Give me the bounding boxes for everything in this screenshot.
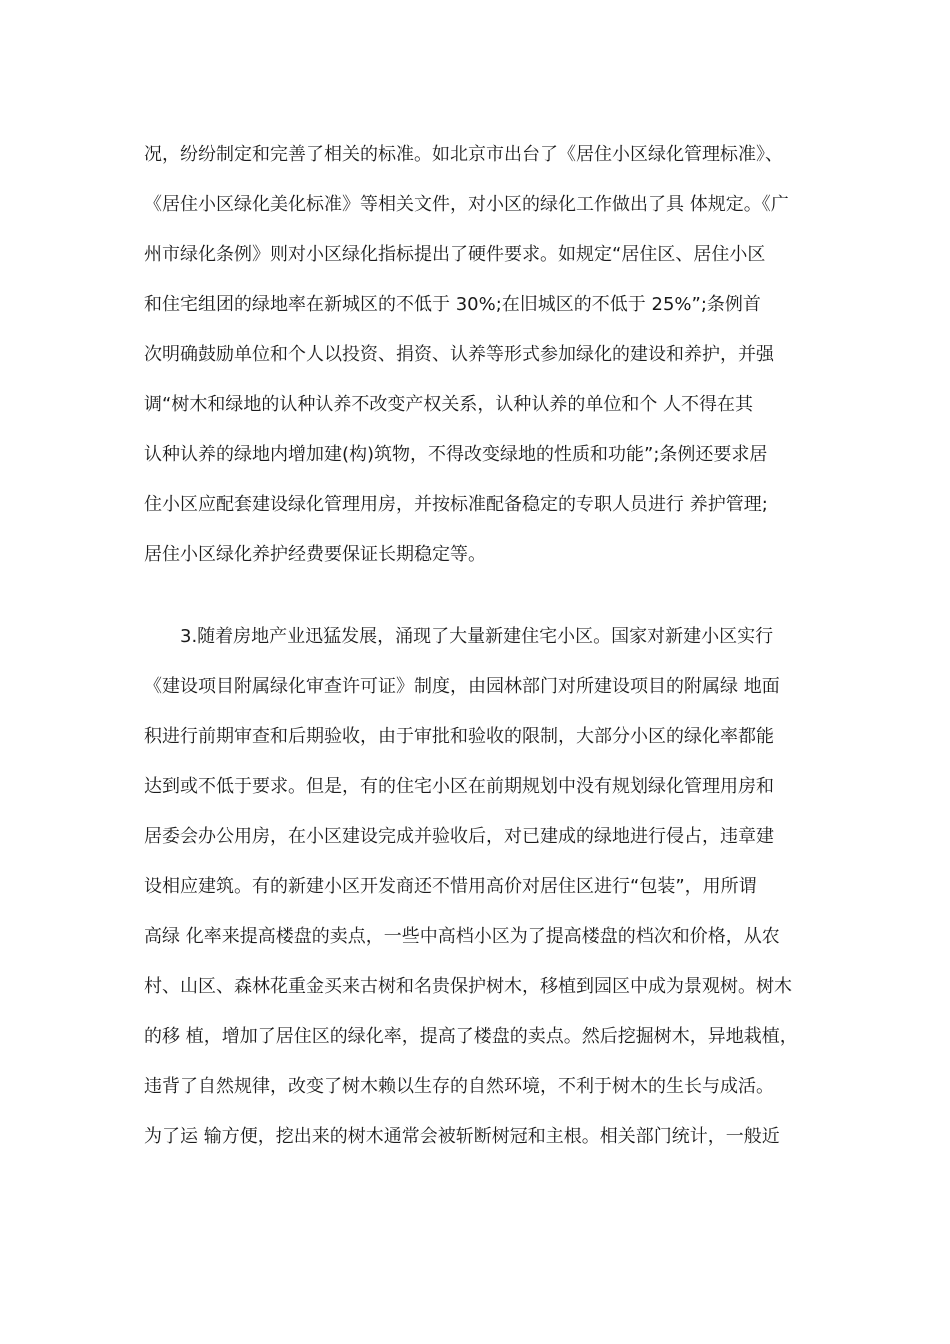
paragraph-greening-standards (144, 130, 824, 580)
text-line: 为了运 输方便，挖出来的树木通常会被斩断树冠和主根。相关部门统计，一般近 (144, 1126, 780, 1147)
text-line: 违背了自然规律，改变了树木赖以生存的自然环境，不利于树木的生长与成活。 (144, 1076, 774, 1097)
text-line: 住小区应配套建设绿化管理用房，并按标准配备稳定的专职人员进行 养护管理; (144, 494, 768, 515)
text-line: 村、山区、森林花重金买来古树和名贵保护树木，移植到园区中成为景观树。树木 (144, 976, 792, 997)
text-line: 《居住小区绿化美化标准》等相关文件，对小区的绿化工作做出了具 体规定。《广 (144, 194, 789, 215)
text-line: 居委会办公用房，在小区建设完成并验收后，对已建成的绿地进行侵占，违章建 (144, 826, 774, 847)
text-line: 设相应建筑。有的新建小区开发商还不惜用高价对居住区进行“包装”，用所谓 (144, 876, 757, 897)
text-line: 3.随着房地产业迅猛发展，涌现了大量新建住宅小区。国家对新建小区实行 (144, 626, 774, 647)
text-line: 和住宅组团的绿地率在新城区的不低于 30%;在旧城区的不低于 25%”;条例首 (144, 294, 761, 315)
text-line: 况，纷纷制定和完善了相关的标准。如北京市出台了《居住小区绿化管理标准》、 (144, 144, 783, 165)
paragraph-new-residential-areas (144, 612, 824, 1162)
text-line: 州市绿化条例》则对小区绿化指标提出了硬件要求。如规定“居住区、居住小区 (144, 244, 766, 265)
text-line: 的移 植，增加了居住区的绿化率，提高了楼盘的卖点。然后挖掘树木，异地栽植， (144, 1026, 798, 1047)
text-line: 达到或不低于要求。但是，有的住宅小区在前期规划中没有规划绿化管理用房和 (144, 776, 774, 797)
text-line: 居住小区绿化养护经费要保证长期稳定等。 (144, 544, 486, 565)
text-line: 调“树木和绿地的认种认养不改变产权关系，认种认养的单位和个 人不得在其 (144, 394, 754, 415)
text-line: 次明确鼓励单位和个人以投资、捐资、认养等形式参加绿化的建设和养护，并强 (144, 344, 774, 365)
text-line: 高绿 化率来提高楼盘的卖点，一些中高档小区为了提高楼盘的档次和价格，从农 (144, 926, 780, 947)
text-line: 《建设项目附属绿化审查许可证》制度，由园林部门对所建设项目的附属绿 地面 (144, 676, 780, 697)
text-line: 积进行前期审查和后期验收，由于审批和验收的限制，大部分小区的绿化率都能 (144, 726, 774, 747)
text-line: 认种认养的绿地内增加建(构)筑物，不得改变绿地的性质和功能”;条例还要求居 (144, 444, 768, 465)
